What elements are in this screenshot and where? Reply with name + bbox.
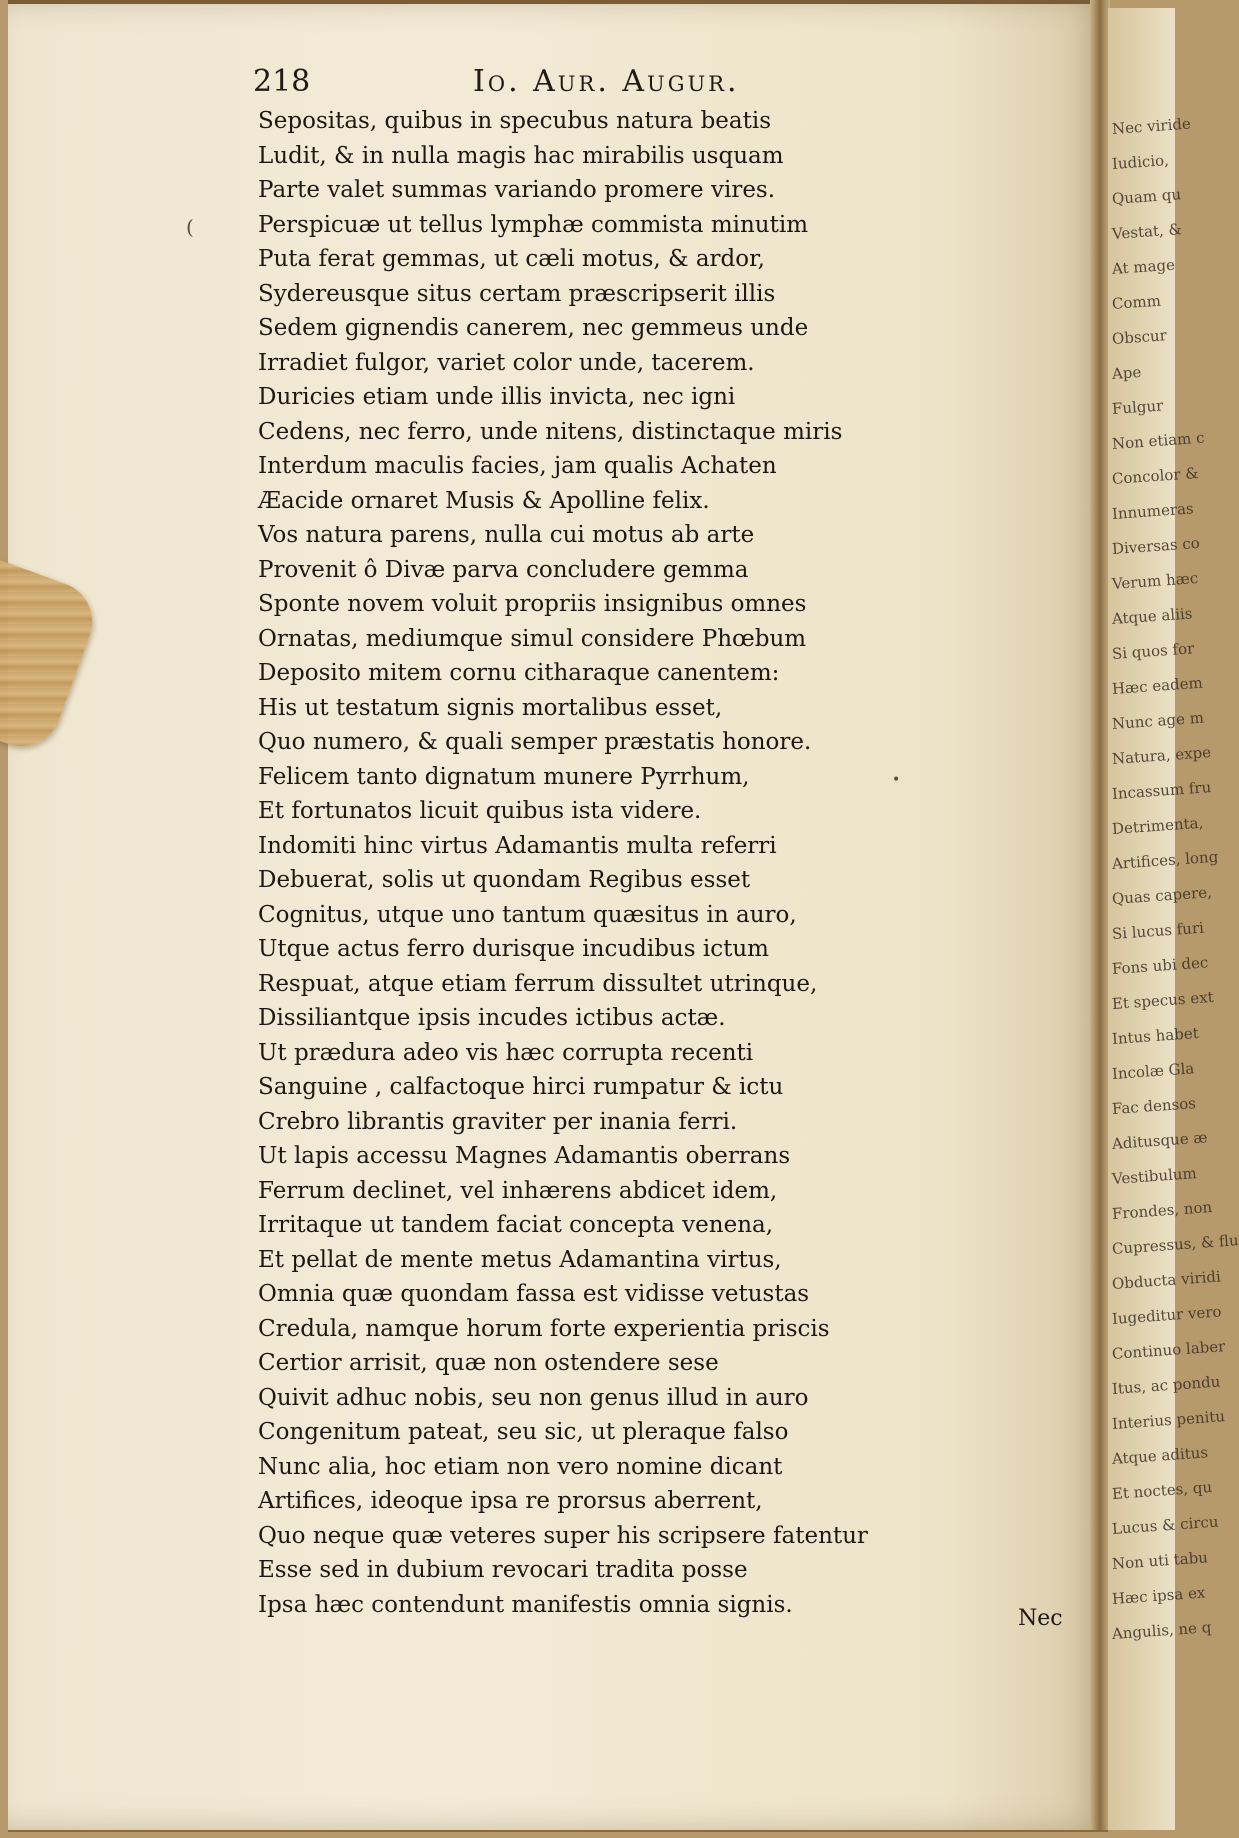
poem-line: Sepositas, quibus in specubus natura beatis <box>258 108 772 134</box>
poem-text <box>258 104 938 1622</box>
poem-line: Ferrum declinet, vel inhærens abdicet idem, <box>258 1177 778 1204</box>
adjacent-page-line: Nec viride <box>1111 114 1192 138</box>
poem-line: Quivit adhuc nobis, seu non genus illud in auro <box>258 1384 809 1411</box>
poem-line: Irritaque ut tandem faciat concepta venena, <box>258 1212 774 1238</box>
poem-line: Ornatas, mediumque simul considere Phœbum <box>258 625 807 652</box>
poem-line: Credula, namque horum forte experientia priscis <box>258 1315 830 1342</box>
poem-line: Indomiti hinc virtus Adamantis multa referri <box>258 832 777 859</box>
adjacent-page-line: Concolor & <box>1111 463 1200 488</box>
poem-line: Ut lapis accessu Magnes Adamantis oberrans <box>258 1143 791 1169</box>
adjacent-page-line: Lucus & circu <box>1111 1512 1220 1538</box>
margin-bracket-mark: ( <box>186 215 194 239</box>
adjacent-page-line: Comm <box>1111 291 1162 313</box>
adjacent-page-line: Si quos for <box>1111 639 1195 663</box>
poem-line: Duricies etiam unde illis invicta, nec igni <box>258 384 736 410</box>
adjacent-page-line: Cupressus, & flu <box>1111 1231 1239 1258</box>
poem-line: Deposito mitem cornu citharaque canentem: <box>258 660 780 686</box>
poem-line: Ipsa hæc contendunt manifestis omnia signis. <box>258 1591 793 1618</box>
poem-line: Vos natura parens, nulla cui motus ab arte <box>258 522 755 548</box>
poem-line: Quo numero, & quali semper præstatis honore. <box>258 729 812 755</box>
adjacent-page-line: Vestibulum <box>1111 1164 1198 1188</box>
adjacent-page-line: Angulis, ne q <box>1111 1618 1212 1643</box>
poem-line: Æacide ornaret Musis & Apolline felix. <box>258 487 710 514</box>
catchword: Nec <box>1018 1606 1063 1631</box>
poem-line: Cedens, nec ferro, unde nitens, distinctaque miris <box>258 418 843 445</box>
adjacent-page-line: Hæc eadem <box>1111 673 1204 698</box>
poem-line: Quo neque quæ veteres super his scripsere fatentur <box>258 1522 868 1549</box>
adjacent-page-line: Nunc age m <box>1111 708 1205 733</box>
adjacent-page-line: Et specus ext <box>1111 987 1215 1013</box>
poem-line: Sanguine , calfactoque hirci rumpatur & ictu <box>258 1074 784 1100</box>
poem-line: Parte valet summas variando promere vires. <box>258 177 776 203</box>
adjacent-page-line: Fons ubi dec <box>1111 953 1209 978</box>
adjacent-page-line: Vestat, & <box>1111 220 1183 243</box>
poem-line: Interdum maculis facies, jam qualis Achaten <box>258 453 777 479</box>
adjacent-page-line: Iugeditur vero <box>1111 1302 1223 1328</box>
poem-line: Nunc alia, hoc etiam non vero nomine dicant <box>258 1453 783 1480</box>
poem-line: His ut testatum signis mortalibus esset, <box>258 694 723 721</box>
adjacent-page-line: Si lucus furi <box>1111 918 1205 943</box>
adjacent-page-line: Ape <box>1111 362 1142 383</box>
adjacent-page-line: Obscur <box>1111 326 1168 348</box>
poem-line: Debuerat, solis ut quondam Regibus esset <box>258 867 751 893</box>
poem-line: Ut prædura adeo vis hæc corrupta recenti <box>258 1039 754 1066</box>
poem-line: Irradiet fulgor, variet color unde, tacerem. <box>258 349 755 376</box>
adjacent-page-line: Innumeras <box>1111 499 1195 523</box>
poem-line: Felicem tanto dignatum munere Pyrrhum, <box>258 763 750 790</box>
poem-line: Cognitus, utque uno tantum quæsitus in auro, <box>258 901 797 928</box>
poem-line: Sydereusque situs certam præscripserit illis <box>258 280 776 307</box>
adjacent-page-line: Atque aditus <box>1111 1443 1209 1468</box>
adjacent-page-edge <box>1108 8 1239 1830</box>
poem-line: Utque actus ferro durisque incudibus ictum <box>258 936 769 962</box>
poem-line: Esse sed in dubium revocari tradita posse <box>258 1557 748 1583</box>
adjacent-page-line: Continuo laber <box>1111 1337 1226 1363</box>
poem-line: Dissiliantque ipsis incudes ictibus actæ. <box>258 1005 726 1031</box>
adjacent-page-line: Verum hæc <box>1111 569 1199 593</box>
adjacent-page-line: Incassum fru <box>1111 778 1212 803</box>
adjacent-page-line: Obducta viridi <box>1111 1267 1222 1293</box>
adjacent-page-line: At mage <box>1111 255 1176 278</box>
running-head: Io. Aur. Augur. <box>473 64 740 99</box>
adjacent-page-line: Non etiam c <box>1111 428 1206 453</box>
adjacent-page-line: Et noctes, qu <box>1111 1478 1213 1503</box>
adjacent-page-line: Fulgur <box>1111 396 1164 418</box>
ink-dot-mark: • <box>892 772 901 788</box>
poem-line: Crebro librantis graviter per inania ferri. <box>258 1108 738 1135</box>
adjacent-page-line: Fac densos <box>1111 1094 1197 1118</box>
poem-line: Et pellat de mente metus Adamantina virtus, <box>258 1246 782 1273</box>
adjacent-page-line: Detrimenta, <box>1111 813 1204 838</box>
poem-line: Et fortunatos licuit quibus ista videre. <box>258 798 702 824</box>
poem-line: Perspicuæ ut tellus lymphæ commista minutim <box>258 211 809 238</box>
adjacent-page-line: Hæc ipsa ex <box>1111 1583 1206 1608</box>
poem-line: Respuat, atque etiam ferrum dissultet utrinque, <box>258 970 818 997</box>
book-gutter <box>1090 0 1110 1830</box>
poem-line: Sedem gignendis canerem, nec gemmeus unde <box>258 315 809 341</box>
adjacent-page-line: Iudicio, <box>1111 151 1170 173</box>
adjacent-page-line: Aditusque æ <box>1111 1128 1209 1153</box>
adjacent-page-line: Interius penitu <box>1111 1407 1226 1433</box>
poem-line: Ludit, & in nulla magis hac mirabilis usquam <box>258 142 784 169</box>
adjacent-page-line: Incolæ Gla <box>1111 1059 1195 1083</box>
adjacent-page-line: Quam qu <box>1111 185 1182 208</box>
adjacent-page-line: Non uti tabu <box>1111 1548 1209 1573</box>
adjacent-page-line: Intus habet <box>1111 1023 1200 1048</box>
poem-line: Congenitum pateat, seu sic, ut pleraque falso <box>258 1419 789 1445</box>
adjacent-page-line: Artifices, long <box>1111 847 1219 873</box>
poem-line: Provenit ô Divæ parva concludere gemma <box>258 556 749 583</box>
adjacent-page-line: Diversas co <box>1111 533 1201 558</box>
page-number: 218 <box>253 64 311 99</box>
adjacent-page-line: Frondes, non <box>1111 1198 1213 1223</box>
poem-line: Sponte novem voluit propriis insignibus omnes <box>258 591 807 617</box>
poem-line: Certior arrisit, quæ non ostendere sese <box>258 1350 719 1376</box>
poem-line: Artifices, ideoque ipsa re prorsus aberrent, <box>258 1488 763 1514</box>
adjacent-page-line: Natura, expe <box>1111 743 1212 768</box>
adjacent-page-line: Itus, ac pondu <box>1111 1372 1221 1398</box>
page-top-edge <box>8 0 1108 4</box>
poem-line: Puta ferat gemmas, ut cæli motus, & ardor, <box>258 246 765 272</box>
book-page <box>8 0 1108 1832</box>
poem-line: Omnia quæ quondam fassa est vidisse vetustas <box>258 1281 810 1307</box>
adjacent-page-line: Quas capere, <box>1111 883 1213 908</box>
adjacent-page-line: Atque aliis <box>1111 604 1193 628</box>
page-header <box>253 64 813 104</box>
